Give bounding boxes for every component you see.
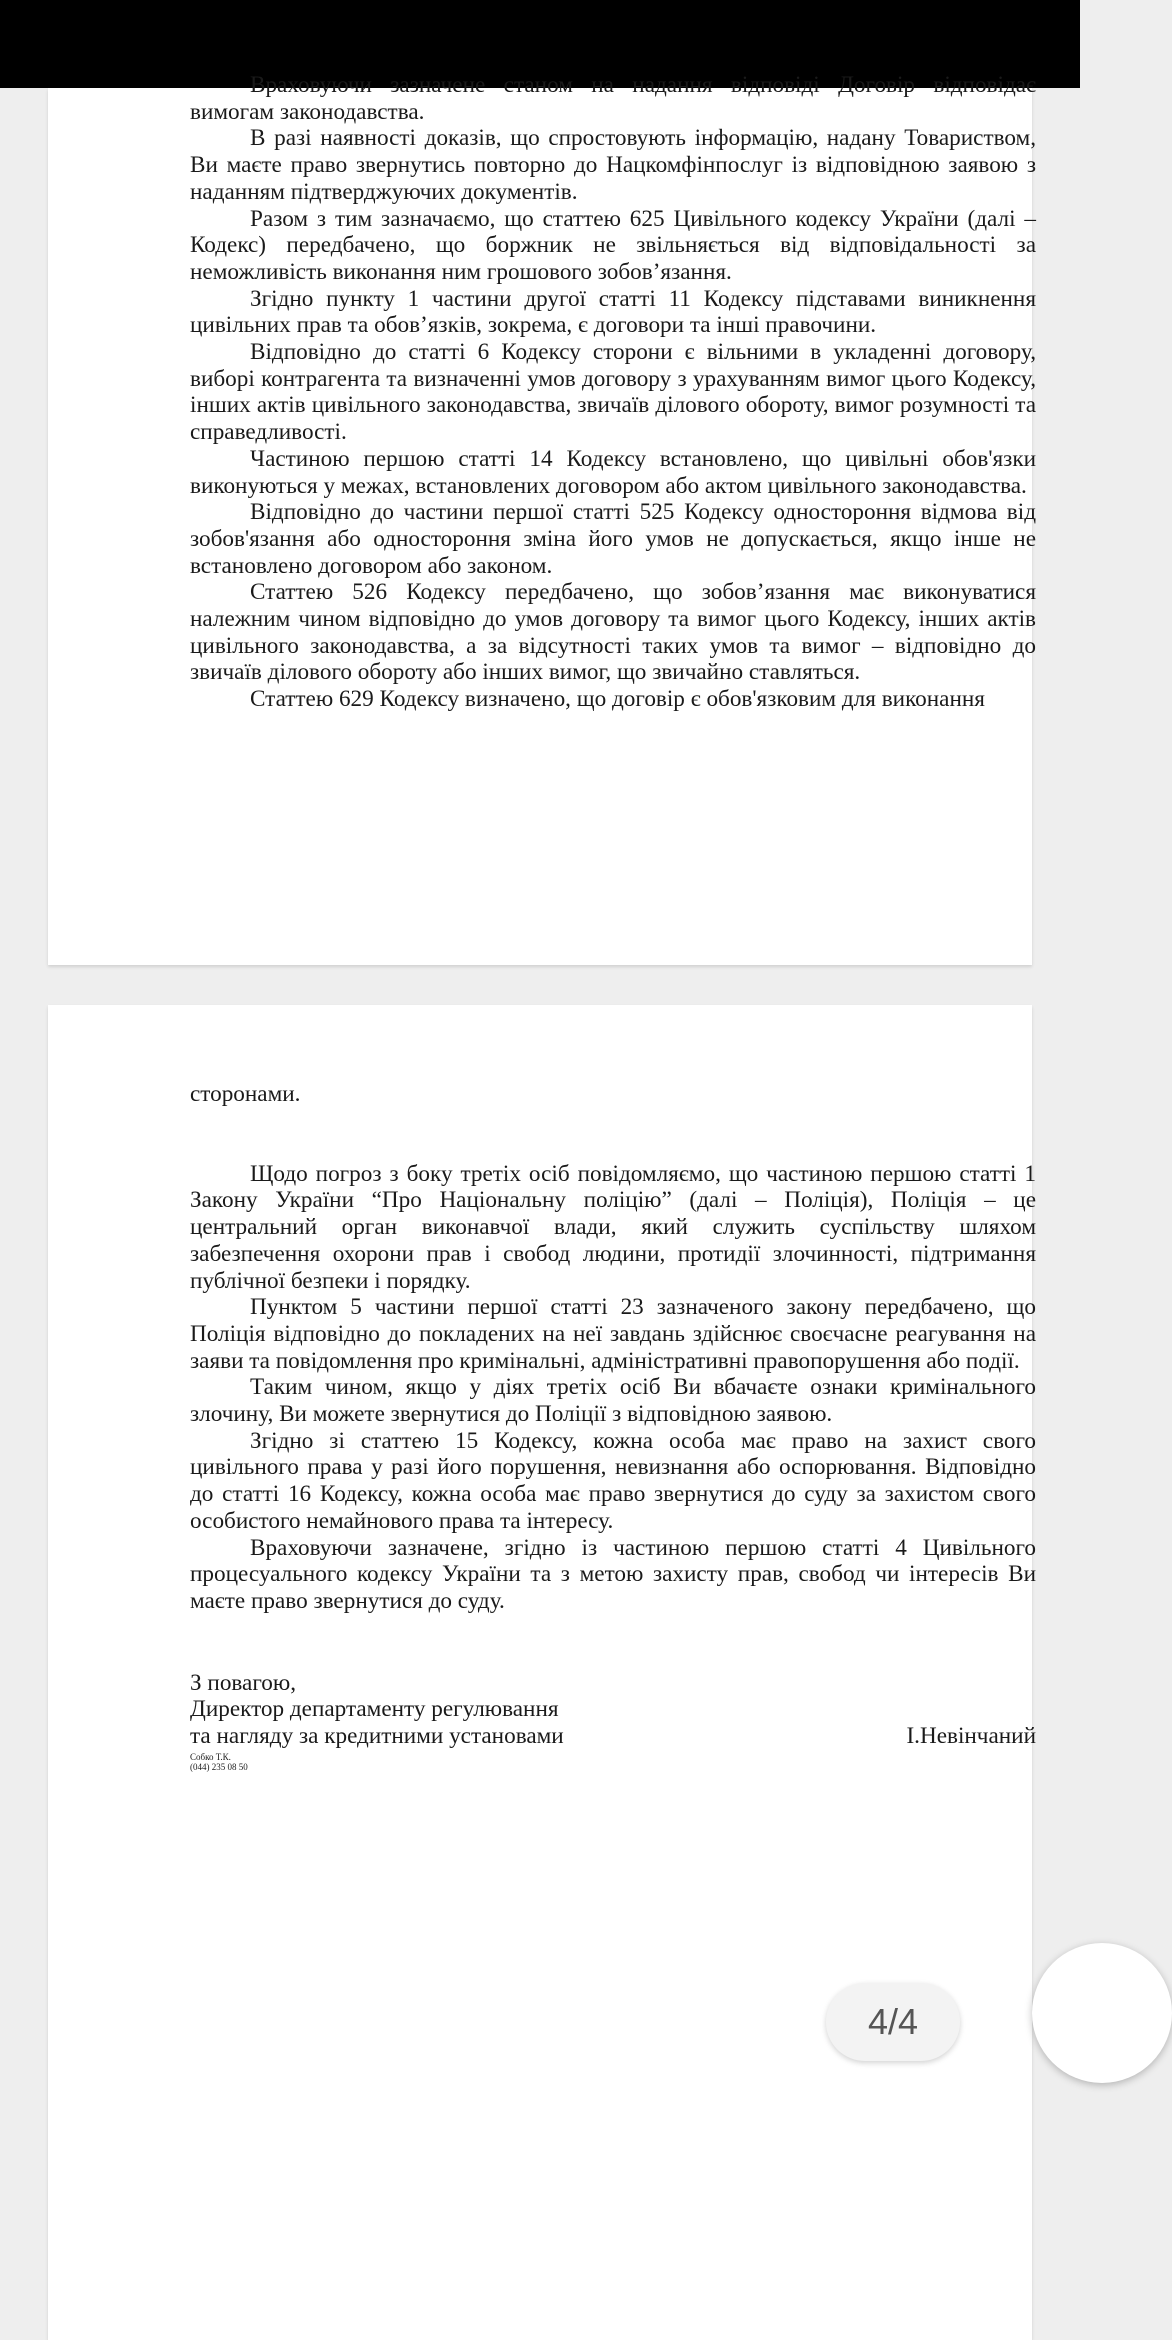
page-4-content xyxy=(190,1081,1036,1773)
page-3-content xyxy=(190,72,1036,713)
signature-left xyxy=(190,1670,710,1773)
document-page-3 xyxy=(48,72,1036,965)
paragraph: Пунктом 5 частини першої статті 23 зазначеного закону передбачено, що Поліція відповідно до покладених на неї завдань здійснює своєчасне реагування на заяви та повідомлення про кримінальні, адміністративні правопорушення або події. xyxy=(190,1294,1036,1374)
signatory-name: І.Невінчаний xyxy=(906,1722,1036,1749)
paragraph: Враховуючи зазначене станом на надання відповіді Договір відповідає вимогам законодавства. xyxy=(190,72,1036,125)
paragraph: Щодо погроз з боку третіх осіб повідомляємо, що частиною першою статті 1 Закону України “Про Національну поліцію” (далі – Поліція), Поліція – це центральний орган виконавчої влади, який служить суспільству шляхом забезпечення охорони прав і свобод людини, протидії злочинності, підтримання публічної безпеки і порядку. xyxy=(190,1160,1036,1294)
signature-block xyxy=(190,1670,1036,1773)
paragraph: Статтею 526 Кодексу передбачено, що зобов’язання має виконуватися належним чином відповідно до умов договору та вимог цього Кодексу, інших актів цивільного законодавства, а за відсутності таких умов та вимог – відповідно до звичаїв ділового обороту або інших вимог, що звичайно ставляться. xyxy=(190,579,1036,686)
floating-action-button[interactable] xyxy=(1032,1943,1172,2083)
continued-text: сторонами. xyxy=(190,1081,301,1107)
paragraph: Згідно зі статтею 15 Кодексу, кожна особа має право на захист свого цивільного права у разі його порушення, невизнання або оспорювання. Відповідно до статті 16 Кодексу, кожна особа має право звернутися до суду за захистом свого особистого немайнового права та інтересу. xyxy=(190,1427,1036,1534)
document-page-4 xyxy=(48,1005,1036,2340)
executor-info xyxy=(190,1752,710,1773)
paragraph: Відповідно до статті 6 Кодексу сторони є вільними в укладенні договору, виборі контрагента та визначенні умов договору з урахуванням вимог цього Кодексу, інших актів цивільного законодавства, звичаїв ділового обороту, вимог розумності та справедливості. xyxy=(190,339,1036,446)
paragraph: Таким чином, якщо у діях третіх осіб Ви вбачаєте ознаки кримінального злочину, Ви можете звернутися до Поліції з відповідною заявою. xyxy=(190,1374,1036,1428)
executor-name: Собко Т.К. xyxy=(190,1751,231,1762)
paragraph: Згідно пункту 1 частини другої статті 11 Кодексу підставами виникнення цивільних прав та обов’язків, зокрема, є договори та інші правочини. xyxy=(190,285,1036,339)
paragraph: Враховуючи зазначене, згідно із частиною першою статті 4 Цивільного процесуального кодексу України та з метою захисту прав, свобод чи інтересів Ви маєте право звернутися до суду. xyxy=(190,1534,1036,1614)
paragraph: Частиною першою статті 14 Кодексу встановлено, що цивільні обов'язки виконуються у межах, встановлених договором або актом цивільного законодавства. xyxy=(190,445,1036,499)
position-line-2: та нагляду за кредитними установами xyxy=(190,1723,564,1750)
closing-line: З повагою, xyxy=(190,1669,296,1696)
paragraph: В разі наявності доказів, що спростовують інформацію, надану Товариством, Ви маєте право звернутись повторно до Нацкомфінпослуг із відповідною заявою з наданням підтверджуючих документів. xyxy=(190,125,1036,205)
paragraph: Разом з тим зазначаємо, що статтею 625 Цивільного кодексу України (далі – Кодекс) передбачено, що боржник не звільняється від відповідальності за неможливість виконання ним грошового зобов’язання. xyxy=(190,205,1036,285)
executor-phone: (044) 235 08 50 xyxy=(190,1762,248,1773)
page-indicator: 4/4 xyxy=(826,1983,960,2061)
position-line-1: Директор департаменту регулювання xyxy=(190,1696,559,1723)
paragraph: Відповідно до частини першої статті 525 Кодексу одностороння відмова від зобов'язання або одностороння зміна його умов не допускається, якщо інше не встановлено договором або законом. xyxy=(190,499,1036,579)
paragraph: Статтею 629 Кодексу визначено, що договір є обов'язковим для виконання xyxy=(250,686,985,713)
